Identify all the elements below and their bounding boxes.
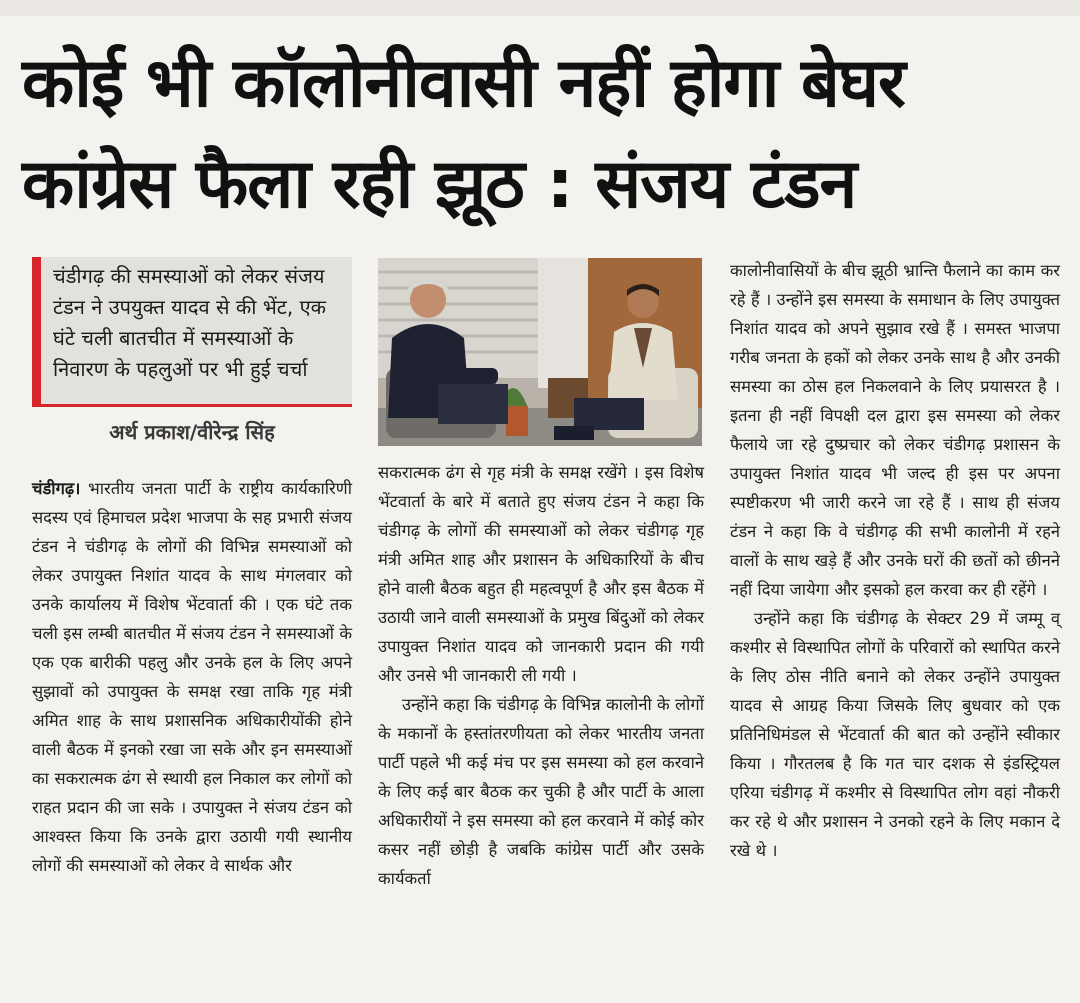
article-photo — [378, 258, 702, 446]
article-column-1 — [32, 474, 352, 880]
cropped-previous-text — [0, 0, 1080, 16]
deck-summary: चंडीगढ़ की समस्याओं को लेकर संजय टंडन ने उपयुक्त यादव से की भेंट, एक घंटे चली बातचीत में समस्याओं के निवारण के पहलुओं पर भी हुई चर्चा — [32, 257, 352, 407]
article-column-2 — [378, 458, 704, 893]
article-lead-text: भारतीय जनता पार्टी के राष्ट्रीय कार्यकारिणी सदस्य एवं हिमाचल प्रदेश भाजपा के सह प्रभारी संजय टंडन ने चंडीगढ़ के लोगों की विभिन्न समस्याओं को लेकर उपायुक्त निशांत यादव के साथ मंगलवार को उनके कार्यालय में विशेष भेंटवार्ता की । एक घंटे तक चली इस लम्बी बातचीत में संजय टंडन ने समस्याओं के एक एक बारीकी पहलु और उनके हल के लिए अपने सुझावों को उपायुक्त के समक्ष रखा ताकि गृह मंत्री अमित शाह के साथ प्रशासनिक अधिकारीयोंकी होने वाली बैठक में इनको रखा जा सके और इन समस्याओं का सकरात्मक ढंग से स्थायी हल निकाल कर लोगों को राहत प्रदान की जा सके । उपायुक्त ने संजय टंडन को आश्वस्त किया कि उनके द्वारा उठायी गयी स्थानीय लोगों की समस्याओं को लेकर वे सार्थक और — [32, 479, 352, 875]
article-paragraph: उन्होंने कहा कि चंडीगढ़ के विभिन्न कालोनी के लोगों के मकानों के हस्तांतरणीयता को लेकर भारतीय जनता पार्टी पहले भी कई मंच पर इस समस्या को हल करवाने के लिए कई बार बैठक कर चुकी है और पार्टी के आला अधिकारीयों ने इस समस्या को हल करवाने में कोई कोर कसर नहीं छोड़ी है जबकि कांग्रेस पार्टी और उसके कार्यकर्ता — [378, 695, 704, 888]
headline-line-2: कांग्रेस फैला रही झूठ : संजय टंडन — [22, 145, 857, 224]
article-column-3 — [730, 256, 1060, 865]
headline-line-1: कोई भी कॉलोनीवासी नहीं होगा बेघर — [22, 44, 905, 123]
article-paragraph — [32, 474, 352, 880]
meeting-photo-illustration — [378, 258, 702, 446]
article-paragraph: कालोनीवासियों के बीच झूठी भ्रान्ति फैलाने का काम कर रहे हैं । उन्होंने इस समस्या के समाधान के लिए उपायुक्त निशांत यादव को अपने सुझाव रखे हैं । समस्त भाजपा गरीब जनता के हकों को लेकर उनके साथ है और उनकी समस्या का ठोस हल निकलवाने के लिए प्रयासरत है । इतना ही नहीं विपक्षी दल द्वारा इस समस्या को लेकर फैलाये जा रहे दुष्प्रचार को लेकर चंडीगढ़ प्रशासन के उपायुक्त निशांत यादव भी जल्द ही इस पर अपना स्पष्टीकरण भी जारी करने जा रहे हैं । साथ ही संजय टंडन ने कहा कि वे चंडीगढ़ की सभी कालोनी में रहने वालों के साथ खड़े हैं और उनके घरों की छतों को छीनने नहीं दिया जायेगा और इसको हल करवा कर ही रहेंगे । — [730, 261, 1060, 599]
dateline: चंडीगढ़। — [32, 479, 81, 498]
article-paragraph: सकरात्मक ढंग से गृह मंत्री के समक्ष रखेंगे । इस विशेष भेंटवार्ता के बारे में बताते हुए संजय टंडन ने कहा कि चंडीगढ़ के लोगों की समस्याओं को लेकर चंडीगढ़ गृह मंत्री अमित शाह और प्रशासन के अधिकारियों के बीच होने वाली बैठक बहुत ही महत्वपूर्ण है और इस बैठक में उठायी जाने वाली समस्याओं के प्रमुख बिंदुओं को लेकर उपायुक्त निशांत यादव को जानकारी प्रदान की गयी और उनसे भी जानकारी ली गयी । — [378, 463, 704, 685]
article-paragraph: उन्होंने कहा कि चंडीगढ़ के सेक्टर 29 में जम्मू व् कश्मीर से विस्थापित लोगों के परिवारों को स्थापित करने के लिए ठोस नीति बनाने को लेकर उन्होंने उपायुक्त यादव से आग्रह किया जिसके लिए बुधवार को एक प्रतिनिधिमंडल से भेंटवार्ता की बात को उन्होंने स्वीकार किया । गौरतलब है कि गत चार दशक से इंडस्ट्रियल एरिया चंडीगढ़ में कश्मीर से विस्थापित लोग वहां नौकरी कर रहे थे और प्रशासन ने उनको रहने के लिए मकान दे रखे थे । — [730, 609, 1060, 860]
byline: अर्थ प्रकाश/वीरेन्द्र सिंह — [109, 420, 275, 444]
